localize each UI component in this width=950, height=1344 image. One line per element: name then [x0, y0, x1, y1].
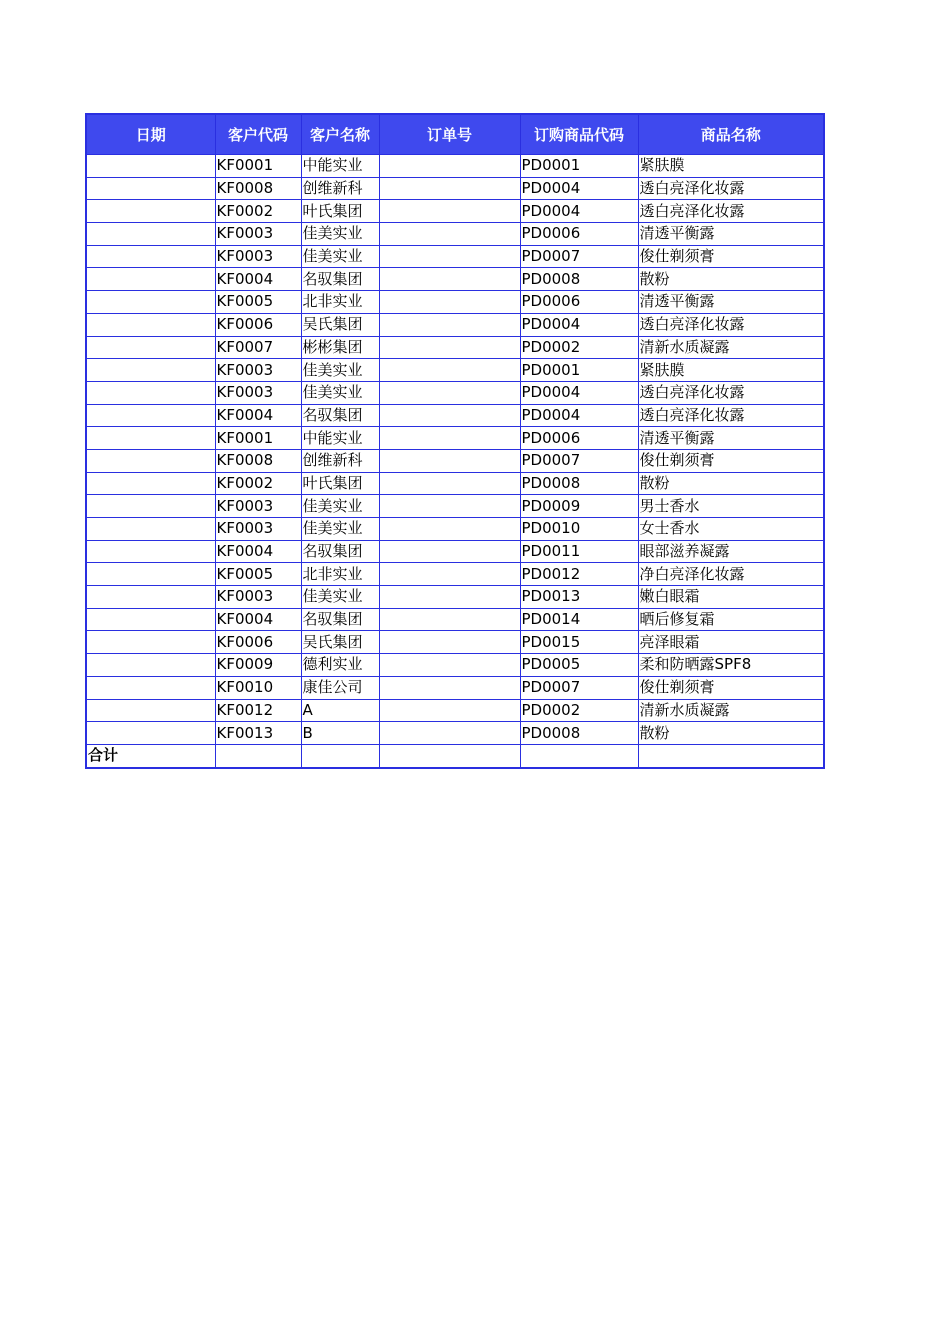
order-number-cell[interactable] — [379, 313, 520, 336]
product-name-cell[interactable]: 散粉 — [638, 268, 824, 291]
table-row — [86, 155, 824, 178]
date-cell[interactable] — [86, 200, 215, 223]
date-cell[interactable] — [86, 427, 215, 450]
customer-name-cell[interactable]: 叶氏集团 — [301, 472, 379, 495]
column-header-product-name[interactable]: 商品名称 — [638, 114, 824, 155]
product-name-cell[interactable]: 透白亮泽化妆露 — [638, 177, 824, 200]
table-cell[interactable] — [520, 744, 638, 767]
product-name-cell[interactable]: 净白亮泽化妆露 — [638, 563, 824, 586]
product-code-cell[interactable]: PD0014 — [520, 608, 638, 631]
customer-name-cell[interactable]: 北非实业 — [301, 563, 379, 586]
product-name-cell[interactable]: 亮泽眼霜 — [638, 631, 824, 654]
table-row — [86, 359, 824, 382]
product-code-cell[interactable]: PD0002 — [520, 699, 638, 722]
product-name-cell[interactable]: 清透平衡露 — [638, 291, 824, 314]
product-code-cell[interactable]: PD0001 — [520, 359, 638, 382]
order-number-cell[interactable] — [379, 223, 520, 246]
product-code-cell[interactable]: PD0004 — [520, 381, 638, 404]
table-row — [86, 540, 824, 563]
product-code-cell[interactable]: PD0010 — [520, 518, 638, 541]
date-cell[interactable] — [86, 336, 215, 359]
date-cell[interactable] — [86, 563, 215, 586]
column-header-product-code[interactable]: 订购商品代码 — [520, 114, 638, 155]
product-code-cell[interactable]: PD0005 — [520, 654, 638, 677]
customer-name-cell[interactable]: 佳美实业 — [301, 495, 379, 518]
order-number-cell[interactable] — [379, 404, 520, 427]
table-row — [86, 699, 824, 722]
table-row — [86, 631, 824, 654]
table-row — [86, 654, 824, 677]
product-name-cell[interactable]: 嫩白眼霜 — [638, 586, 824, 609]
date-cell[interactable] — [86, 608, 215, 631]
customer-code-cell[interactable]: KF0002 — [215, 472, 301, 495]
customer-code-cell[interactable]: KF0007 — [215, 336, 301, 359]
date-cell[interactable] — [86, 586, 215, 609]
order-table — [85, 113, 825, 769]
customer-name-cell[interactable]: 佳美实业 — [301, 359, 379, 382]
customer-code-cell[interactable]: KF0002 — [215, 200, 301, 223]
date-cell[interactable] — [86, 223, 215, 246]
customer-name-cell[interactable]: 康佳公司 — [301, 676, 379, 699]
order-number-cell[interactable] — [379, 654, 520, 677]
table-cell[interactable] — [379, 744, 520, 767]
customer-code-cell[interactable]: KF0004 — [215, 404, 301, 427]
customer-name-cell[interactable]: 佳美实业 — [301, 586, 379, 609]
table-row — [86, 245, 824, 268]
product-code-cell[interactable]: PD0007 — [520, 245, 638, 268]
customer-code-cell[interactable]: KF0005 — [215, 563, 301, 586]
product-name-cell[interactable]: 清透平衡露 — [638, 427, 824, 450]
customer-code-cell[interactable]: KF0013 — [215, 722, 301, 745]
date-cell[interactable] — [86, 654, 215, 677]
order-number-cell[interactable] — [379, 449, 520, 472]
product-code-cell[interactable]: PD0004 — [520, 313, 638, 336]
table-row — [86, 336, 824, 359]
date-cell[interactable] — [86, 381, 215, 404]
order-number-cell[interactable] — [379, 722, 520, 745]
order-number-cell[interactable] — [379, 381, 520, 404]
product-code-cell[interactable]: PD0004 — [520, 200, 638, 223]
table-row — [86, 291, 824, 314]
date-cell[interactable] — [86, 245, 215, 268]
product-name-cell[interactable]: 透白亮泽化妆露 — [638, 200, 824, 223]
column-header-customer-code[interactable]: 客户代码 — [215, 114, 301, 155]
order-number-cell[interactable] — [379, 427, 520, 450]
date-cell[interactable] — [86, 291, 215, 314]
order-number-cell[interactable] — [379, 359, 520, 382]
customer-code-cell[interactable]: KF0012 — [215, 699, 301, 722]
customer-name-cell[interactable]: 佳美实业 — [301, 245, 379, 268]
order-number-cell[interactable] — [379, 631, 520, 654]
table-row — [86, 449, 824, 472]
table-row — [86, 404, 824, 427]
product-code-cell[interactable]: PD0009 — [520, 495, 638, 518]
table-row — [86, 518, 824, 541]
total-label[interactable]: 合计 — [86, 744, 215, 767]
customer-name-cell[interactable]: 中能实业 — [301, 155, 379, 178]
product-code-cell[interactable]: PD0008 — [520, 722, 638, 745]
product-code-cell[interactable]: PD0006 — [520, 427, 638, 450]
product-code-cell[interactable]: PD0008 — [520, 472, 638, 495]
table-row — [86, 177, 824, 200]
table-row — [86, 495, 824, 518]
date-cell[interactable] — [86, 359, 215, 382]
order-number-cell[interactable] — [379, 518, 520, 541]
product-name-cell[interactable]: 清新水质凝露 — [638, 699, 824, 722]
date-cell[interactable] — [86, 699, 215, 722]
product-name-cell[interactable]: 晒后修复霜 — [638, 608, 824, 631]
product-name-cell[interactable]: 清透平衡露 — [638, 223, 824, 246]
product-name-cell[interactable]: 透白亮泽化妆露 — [638, 313, 824, 336]
product-code-cell[interactable]: PD0004 — [520, 177, 638, 200]
customer-name-cell[interactable]: A — [301, 699, 379, 722]
date-cell[interactable] — [86, 540, 215, 563]
product-name-cell[interactable]: 柔和防晒露SPF8 — [638, 654, 824, 677]
order-number-cell[interactable] — [379, 563, 520, 586]
product-code-cell[interactable]: PD0004 — [520, 404, 638, 427]
table-row — [86, 722, 824, 745]
customer-code-cell[interactable]: KF0003 — [215, 381, 301, 404]
product-name-cell[interactable]: 清新水质凝露 — [638, 336, 824, 359]
date-cell[interactable] — [86, 472, 215, 495]
customer-code-cell[interactable]: KF0004 — [215, 608, 301, 631]
customer-name-cell[interactable]: 佳美实业 — [301, 518, 379, 541]
date-cell[interactable] — [86, 495, 215, 518]
order-number-cell[interactable] — [379, 268, 520, 291]
product-code-cell[interactable]: PD0012 — [520, 563, 638, 586]
product-code-cell[interactable]: PD0006 — [520, 291, 638, 314]
date-cell[interactable] — [86, 313, 215, 336]
column-header-customer-name[interactable]: 客户名称 — [301, 114, 379, 155]
product-name-cell[interactable]: 紧肤膜 — [638, 359, 824, 382]
product-code-cell[interactable]: PD0006 — [520, 223, 638, 246]
customer-code-cell[interactable]: KF0003 — [215, 359, 301, 382]
customer-name-cell[interactable]: 吴氏集团 — [301, 631, 379, 654]
customer-code-cell[interactable]: KF0009 — [215, 654, 301, 677]
customer-name-cell[interactable]: 名驭集团 — [301, 608, 379, 631]
customer-name-cell[interactable]: 创维新科 — [301, 449, 379, 472]
date-cell[interactable] — [86, 177, 215, 200]
product-code-cell[interactable]: PD0001 — [520, 155, 638, 178]
customer-name-cell[interactable]: B — [301, 722, 379, 745]
date-cell[interactable] — [86, 404, 215, 427]
table-row — [86, 427, 824, 450]
customer-name-cell[interactable]: 中能实业 — [301, 427, 379, 450]
order-number-cell[interactable] — [379, 495, 520, 518]
table-body — [86, 155, 824, 745]
product-name-cell[interactable]: 透白亮泽化妆露 — [638, 404, 824, 427]
table-row — [86, 223, 824, 246]
product-code-cell[interactable]: PD0013 — [520, 586, 638, 609]
table-row — [86, 608, 824, 631]
order-number-cell[interactable] — [379, 155, 520, 178]
date-cell[interactable] — [86, 631, 215, 654]
customer-code-cell[interactable]: KF0004 — [215, 540, 301, 563]
table-row — [86, 676, 824, 699]
customer-code-cell[interactable]: KF0003 — [215, 223, 301, 246]
order-number-cell[interactable] — [379, 177, 520, 200]
customer-name-cell[interactable]: 佳美实业 — [301, 223, 379, 246]
table-row — [86, 200, 824, 223]
customer-name-cell[interactable]: 吴氏集团 — [301, 313, 379, 336]
order-number-cell[interactable] — [379, 336, 520, 359]
table-cell[interactable] — [638, 744, 824, 767]
product-name-cell[interactable]: 俊仕剃须膏 — [638, 245, 824, 268]
order-number-cell[interactable] — [379, 200, 520, 223]
customer-code-cell[interactable]: KF0001 — [215, 155, 301, 178]
date-cell[interactable] — [86, 449, 215, 472]
order-number-cell[interactable] — [379, 586, 520, 609]
table-cell[interactable] — [301, 744, 379, 767]
date-cell[interactable] — [86, 155, 215, 178]
order-number-cell[interactable] — [379, 699, 520, 722]
product-name-cell[interactable]: 散粉 — [638, 472, 824, 495]
product-name-cell[interactable]: 散粉 — [638, 722, 824, 745]
product-name-cell[interactable]: 女士香水 — [638, 518, 824, 541]
date-cell[interactable] — [86, 676, 215, 699]
table-row — [86, 586, 824, 609]
table-row — [86, 472, 824, 495]
header-row — [86, 114, 824, 155]
order-number-cell[interactable] — [379, 472, 520, 495]
customer-code-cell[interactable]: KF0006 — [215, 631, 301, 654]
customer-name-cell[interactable]: 名驭集团 — [301, 268, 379, 291]
date-cell[interactable] — [86, 268, 215, 291]
date-cell[interactable] — [86, 518, 215, 541]
order-number-cell[interactable] — [379, 540, 520, 563]
order-number-cell[interactable] — [379, 676, 520, 699]
customer-name-cell[interactable]: 叶氏集团 — [301, 200, 379, 223]
total-row — [86, 744, 824, 767]
customer-name-cell[interactable]: 北非实业 — [301, 291, 379, 314]
customer-name-cell[interactable]: 彬彬集团 — [301, 336, 379, 359]
customer-name-cell[interactable]: 创维新科 — [301, 177, 379, 200]
customer-code-cell[interactable]: KF0008 — [215, 449, 301, 472]
table-row — [86, 268, 824, 291]
product-name-cell[interactable]: 俊仕剃须膏 — [638, 449, 824, 472]
order-number-cell[interactable] — [379, 608, 520, 631]
table-row — [86, 563, 824, 586]
table-cell[interactable] — [215, 744, 301, 767]
product-code-cell[interactable]: PD0011 — [520, 540, 638, 563]
customer-code-cell[interactable]: KF0010 — [215, 676, 301, 699]
customer-code-cell[interactable]: KF0003 — [215, 586, 301, 609]
product-name-cell[interactable]: 俊仕剃须膏 — [638, 676, 824, 699]
customer-name-cell[interactable]: 佳美实业 — [301, 381, 379, 404]
customer-code-cell[interactable]: KF0003 — [215, 518, 301, 541]
product-code-cell[interactable]: PD0002 — [520, 336, 638, 359]
order-number-cell[interactable] — [379, 245, 520, 268]
product-name-cell[interactable]: 男士香水 — [638, 495, 824, 518]
date-cell[interactable] — [86, 722, 215, 745]
column-header-order-number[interactable]: 订单号 — [379, 114, 520, 155]
table-row — [86, 313, 824, 336]
customer-name-cell[interactable]: 德利实业 — [301, 654, 379, 677]
product-code-cell[interactable]: PD0007 — [520, 676, 638, 699]
customer-code-cell[interactable]: KF0005 — [215, 291, 301, 314]
customer-name-cell[interactable]: 名驭集团 — [301, 404, 379, 427]
customer-code-cell[interactable]: KF0006 — [215, 313, 301, 336]
product-code-cell[interactable]: PD0015 — [520, 631, 638, 654]
product-name-cell[interactable]: 紧肤膜 — [638, 155, 824, 178]
customer-code-cell[interactable]: KF0008 — [215, 177, 301, 200]
customer-code-cell[interactable]: KF0003 — [215, 495, 301, 518]
product-code-cell[interactable]: PD0007 — [520, 449, 638, 472]
product-name-cell[interactable]: 眼部滋养凝露 — [638, 540, 824, 563]
customer-code-cell[interactable]: KF0004 — [215, 268, 301, 291]
product-name-cell[interactable]: 透白亮泽化妆露 — [638, 381, 824, 404]
product-code-cell[interactable]: PD0008 — [520, 268, 638, 291]
order-number-cell[interactable] — [379, 291, 520, 314]
customer-name-cell[interactable]: 名驭集团 — [301, 540, 379, 563]
customer-code-cell[interactable]: KF0003 — [215, 245, 301, 268]
column-header-date[interactable]: 日期 — [86, 114, 215, 155]
customer-code-cell[interactable]: KF0001 — [215, 427, 301, 450]
table-row — [86, 381, 824, 404]
